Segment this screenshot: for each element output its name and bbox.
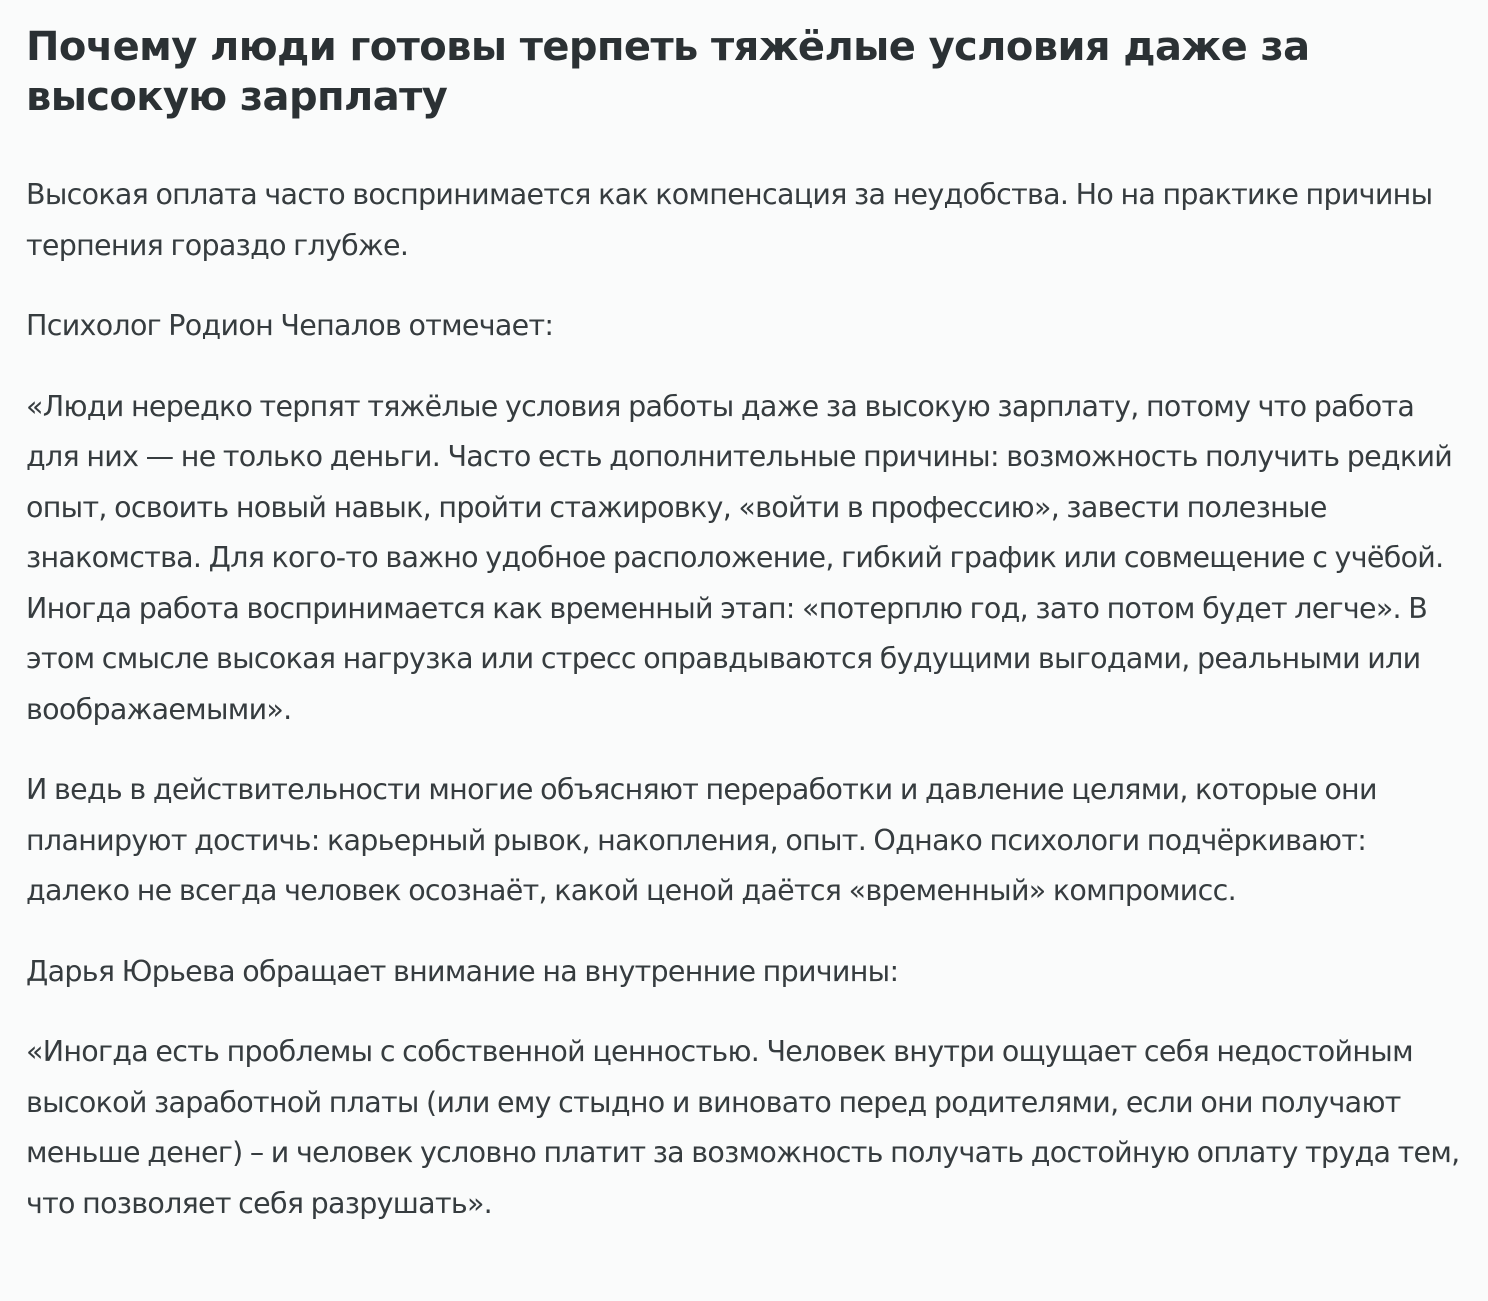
- article-title: Почему люди готовы терпеть тяжёлые условия даже за высокую зарплату: [26, 24, 1310, 120]
- article: [26, 22, 1466, 1229]
- body-paragraph: И ведь в действительности многие объясняют переработки и давление целями, которые они планируют достичь: карьерный рывок, накопления, опыт. Однако психологи подчёркивают: далеко не всегда человек осознаёт, какой ценой даётся «временный» компромисс.: [26, 773, 1377, 907]
- intro-paragraph: Высокая оплата часто воспринимается как компенсация за неудобства. Но на практике причины терпения гораздо глубже.: [26, 178, 1433, 262]
- quote-paragraph: «Иногда есть проблемы с собственной ценностью. Человек внутри ощущает себя недостойным высокой заработной платы (или ему стыдно и виновато перед родителями, если они получают меньше денег) – и человек условно платит за возможность получать достойную оплату труда тем, что позволяет себя разрушать».: [26, 1035, 1460, 1220]
- attribution-paragraph: Психолог Родион Чепалов отмечает:: [26, 309, 554, 342]
- quote-paragraph: «Люди нередко терпят тяжёлые условия работы даже за высокую зарплату, потому что работа для них — не только деньги. Часто есть дополнительные причины: возможность получить редкий опыт, освоить новый навык, пройти стажировку, «войти в профессию», завести полезные знакомства. Для кого-то важно удобное расположение, гибкий график или совмещение с учёбой. Иногда работа воспринимается как временный этап: «потерплю год, зато потом будет легче». В этом смысле высокая нагрузка или стресс оправдываются будущими выгодами, реальными или воображаемыми».: [26, 389, 1453, 726]
- attribution-paragraph: Дарья Юрьева обращает внимание на внутренние причины:: [26, 954, 899, 988]
